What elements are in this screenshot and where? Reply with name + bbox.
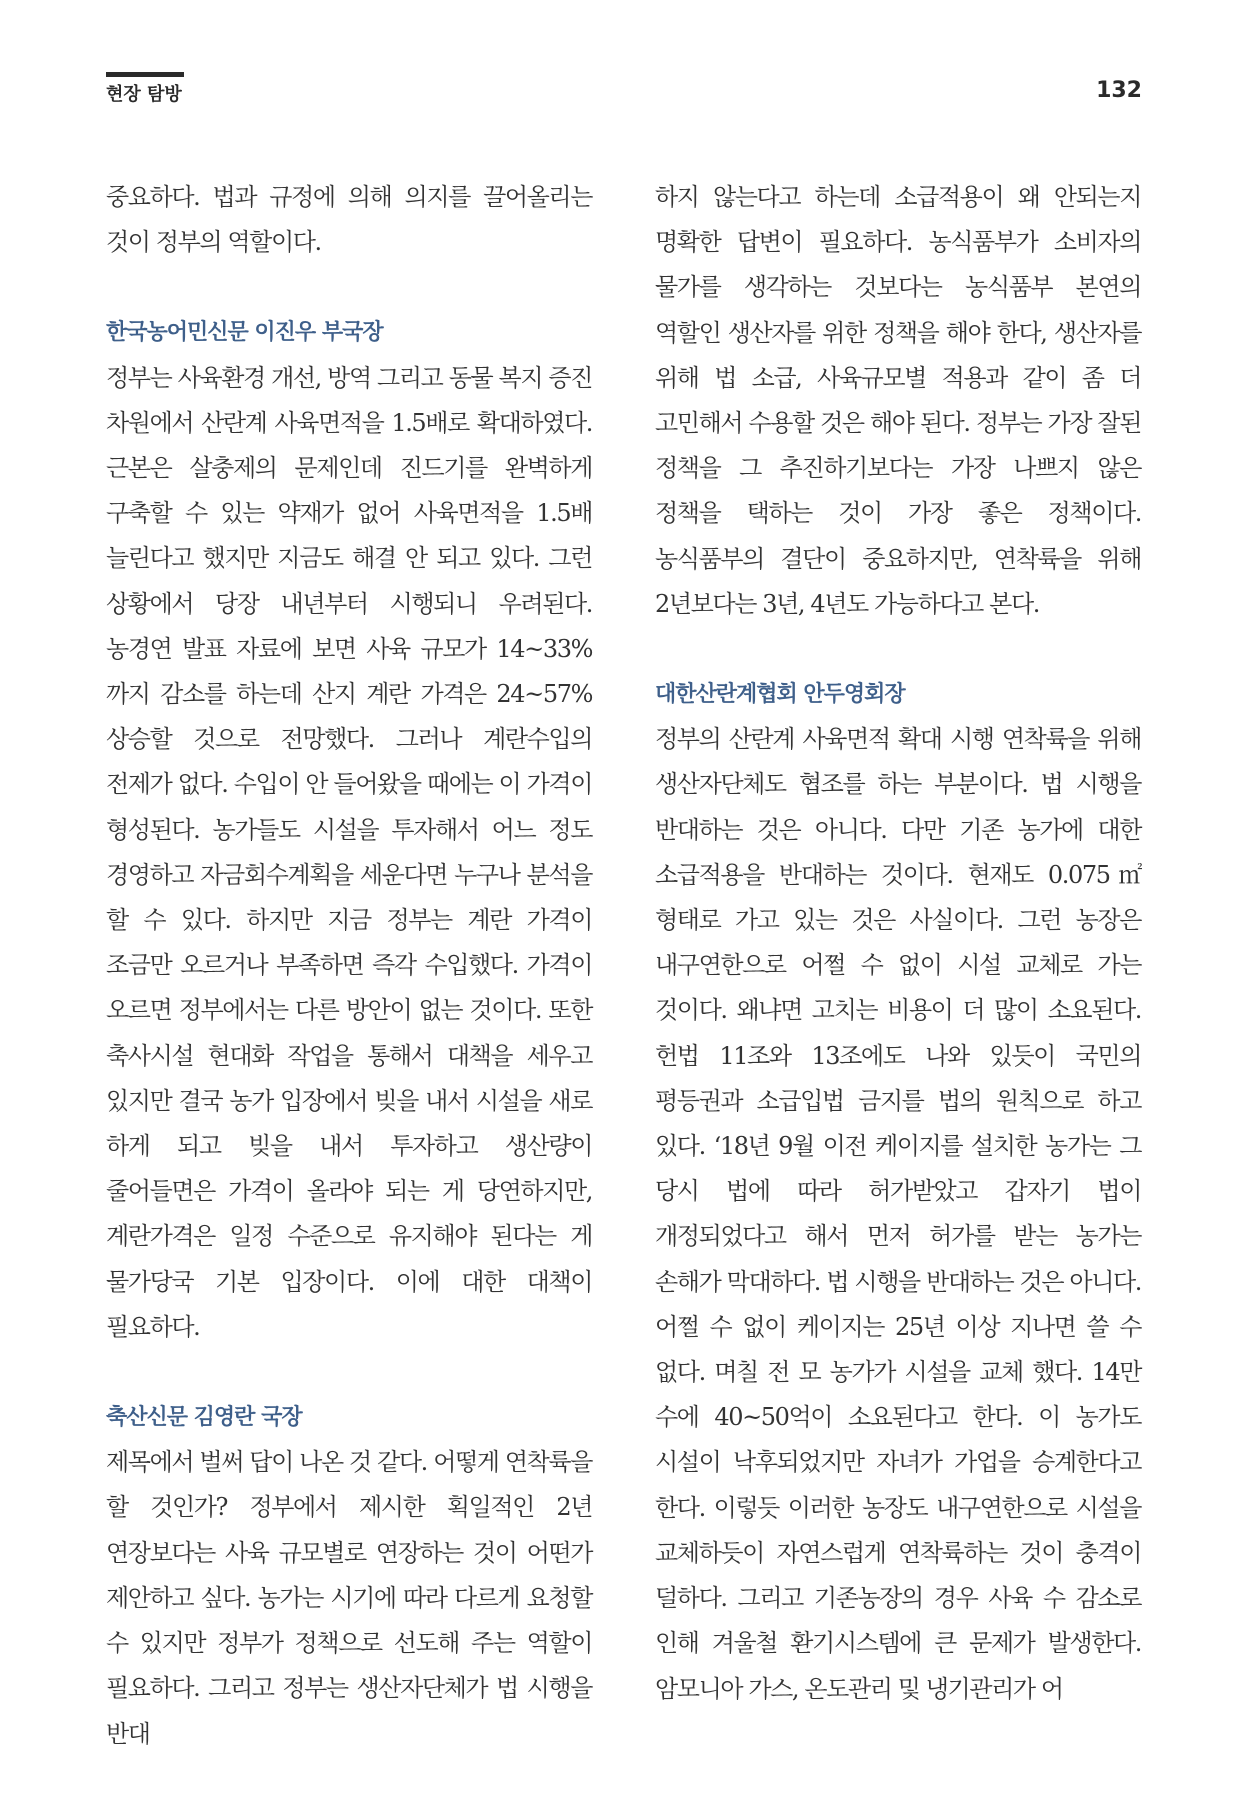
page-number: 132	[1096, 78, 1142, 103]
body-paragraph: 정부의 산란계 사육면적 확대 시행 연착륙을 위해 생산자단체도 협조를 하는 부분이다. 법 시행을 반대하는 것은 아니다. 다만 기존 농가에 대한 소급적용을 반대하는 것이다. 현재도 0.075㎡ 형태로 가고 있는 것은 사실이다. 그런 농장은 내구연한으로 어쩔 수 없이 시설 교체로 가는 것이다. 왜냐면 고치는 비용이 더 많이 소요된다. 헌법 11조와 13조에도 나와 있듯이 국민의 평등권과 소급입법 금지를 법의 원칙으로 하고 있다. ‘18년 9월 이전 케이지를 설치한 농가는 그 당시 법에 따라 허가받았고 갑자기 법이 개정되었다고 해서 먼저 허가를 받는 농가는 손해가 막대하다. 법 시행을 반대하는 것은 아니다. 어쩔 수 없이 케이지는 25년 이상 지나면 쓸 수 없다. 며칠 전 모 농가가 시설을 교체 했다. 14만 수에 40~50억이 소요된다고 한다. 이 농가도 시설이 낙후되었지만 자녀가 가업을 승계한다고 한다. 이렇듯 이러한 농장도 내구연한으로 시설을 교체하듯이 자연스럽게 연착륙하는 것이 충격이 덜하다. 그리고 기존농장의 경우 사육 수 감소로 인해 겨울철 환기시스템에 큰 문제가 발생한다. 암모니아 가스, 온도관리 및 냉기관리가 어	[655, 725, 1141, 1703]
body-paragraph: 정부는 사육환경 개선, 방역 그리고 동물 복지 증진 차원에서 산란계 사육면적을 1.5배로 확대하였다. 근본은 살충제의 문제인데 진드기를 완벽하게 구축할 수 있는 약재가 없어 사육면적을 1.5배 늘린다고 했지만 지금도 해결 안 되고 있다. 그런 상황에서 당장 내년부터 시행되니 우려된다. 농경연 발표 자료에 보면 사육 규모가 14~33%까지 감소를 하는데 산지 계란 가격은 24~57% 상승할 것으로 전망했다. 그러나 계란수입의 전제가 없다. 수입이 안 들어왔을 때에는 이 가격이 형성된다. 농가들도 시설을 투자해서 어느 정도 경영하고 자금회수계획을 세운다면 누구나 분석을 할 수 있다. 하지만 지금 정부는 계란 가격이 조금만 오르거나 부족하면 즉각 수입했다. 가격이 오르면 정부에서는 다른 방안이 없는 것이다. 또한 축사시설 현대화 작업을 통해서 대책을 세우고 있지만 결국 농가 입장에서 빚을 내서 시설을 새로 하게 되고 빚을 내서 투자하고 생산량이 줄어들면은 가격이 올라야 되는 게 당연하지만, 계란가격은 일정 수준으로 유지해야 된다는 게 물가당국 기본 입장이다. 이에 대한 대책이 필요하다.	[106, 363, 592, 1341]
body-paragraph: 제목에서 벌써 답이 나온 것 같다. 어떻게 연착륙을 할 것인가? 정부에서 제시한 획일적인 2년 연장보다는 사육 규모별로 연장하는 것이 어떤가 제안하고 싶다. 농가는 시기에 따라 다르게 요청할 수 있지만 정부가 정책으로 선도해 주는 역할이 필요하다. 그리고 정부는 생산자단체가 법 시행을 반대	[106, 1448, 592, 1748]
spacer	[106, 265, 592, 310]
speaker-heading: 대한산란계협회 안두영회장	[655, 682, 905, 708]
spacer	[655, 627, 1141, 672]
speaker-heading: 한국농어민신문 이진우 부국장	[106, 320, 383, 346]
body-paragraph: 하지 않는다고 하는데 소급적용이 왜 안되는지 명확한 답변이 필요하다. 농식품부가 소비자의 물가를 생각하는 것보다는 농식품부 본연의 역할인 생산자를 위한 정책을 해야 한다, 생산자를 위해 법 소급, 사육규모별 적용과 같이 좀 더 고민해서 수용할 것은 해야 된다. 정부는 가장 잘된 정책을 그 추진하기보다는 가장 나쁘지 않은 정책을 택하는 것이 가장 좋은 정책이다. 농식품부의 결단이 중요하지만, 연착륙을 위해 2년보다는 3년, 4년도 가능하다고 본다.	[655, 183, 1141, 618]
speaker-heading: 축산신문 김영란 국장	[106, 1405, 302, 1431]
right-column	[655, 175, 1141, 1712]
spacer	[106, 1350, 592, 1395]
intro-paragraph: 중요하다. 법과 규정에 의해 의지를 끌어올리는 것이 정부의 역할이다.	[106, 183, 592, 257]
left-column	[106, 175, 592, 1757]
header-rule	[106, 72, 184, 77]
section-label: 현장 탐방	[106, 84, 182, 105]
